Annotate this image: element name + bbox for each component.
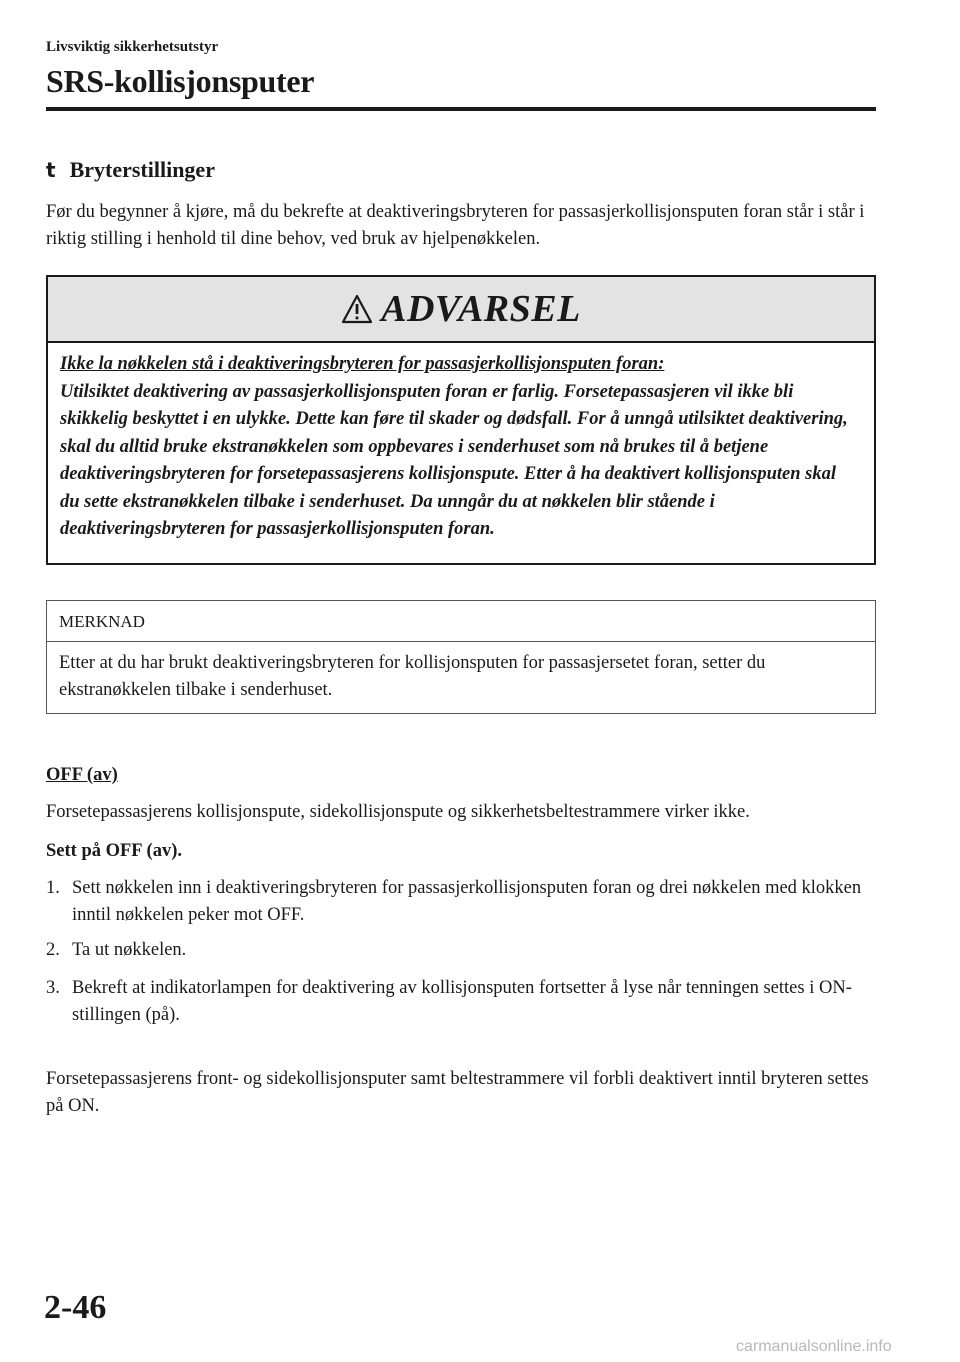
page-header — [46, 38, 876, 100]
step-text: Bekreft at indikatorlampen for deaktivering av kollisjonsputen fortsetter å lyse når tenningen settes i ON-stillingen (på). — [72, 978, 852, 1025]
step-number: 3. — [46, 978, 60, 998]
watermark: carmanualsonline.info — [736, 1338, 892, 1355]
step-number: 1. — [46, 878, 60, 898]
step-text: Ta ut nøkkelen. — [72, 940, 187, 960]
step-text: Sett nøkkelen inn i deaktiveringsbryteren for passasjerkollisjonsputen foran og drei nøkkelen med klokken inntil nøkkelen peker mot OFF. — [72, 878, 862, 925]
step-item — [46, 975, 876, 1029]
section-label: Livsviktig sikkerhetsutstyr — [46, 39, 219, 55]
off-heading — [46, 762, 118, 789]
page-title: SRS-kollisjonsputer — [46, 63, 315, 99]
note-body: Etter at du har brukt deaktiveringsbryteren for kollisjonsputen for passasjersetet foran, setter du ekstranøkkelen tilbake i senderhuset. — [59, 653, 766, 700]
procedure-heading: Sett på OFF (av). — [46, 841, 182, 861]
warning-body — [48, 343, 874, 544]
warning-lead: Ikke la nøkkelen stå i deaktiveringsbryteren for passasjerkollisjonsputen foran: — [60, 354, 665, 374]
step-item — [46, 937, 876, 964]
intro-paragraph: Før du begynner å kjøre, må du bekrefte at deaktiveringsbryteren for passasjerkollisjonsputen foran står i står i riktig stilling i henhold til dine behov, ved bruk av hjelpenøkkelen. — [46, 202, 865, 249]
note-title: MERKNAD — [47, 601, 875, 642]
warning-box — [46, 275, 876, 565]
warning-triangle-icon — [341, 294, 373, 324]
warning-title: ADVARSEL — [381, 288, 581, 330]
section-heading-text: Bryterstillinger — [69, 157, 215, 182]
step-number: 2. — [46, 940, 60, 960]
off-description: Forsetepassasjerens kollisjonspute, sidekollisjonspute og sikkerhetsbeltestrammere virker ikke. — [46, 802, 750, 822]
note-box — [46, 600, 876, 714]
step-item — [46, 875, 876, 929]
warning-header — [48, 277, 874, 343]
off-heading-text: OFF (av) — [46, 765, 118, 785]
section-heading — [46, 155, 215, 185]
header-rule — [46, 107, 876, 111]
bullet-icon: t — [46, 158, 56, 182]
page-number: 2-46 — [44, 1289, 107, 1326]
warning-text: Utilsiktet deaktivering av passasjerkollisjonsputen foran er farlig. Forsetepassasjeren vil ikke bli skikkelig beskyttet i en ulykke. Dette kan føre til skader og dødsfall. For å unngå utilsiktet deaktivering, skal du alltid bruke ekstranøkkelen som oppbevares i senderhuset som nå brukes til å betjene deaktiveringsbryteren for forsetepassasjerens kollisjonspute. Etter å ha deaktivert kollisjonsputen skal du sette ekstranøkkelen tilbake i senderhuset. Da unngår du at nøkkelen blir stående i deaktiveringsbryteren for passasjerkollisjonsputen foran. — [60, 381, 848, 539]
closing-paragraph: Forsetepassasjerens front- og sidekollisjonsputer samt beltestrammere vil forbli deaktivert inntil bryteren settes på ON. — [46, 1069, 869, 1116]
